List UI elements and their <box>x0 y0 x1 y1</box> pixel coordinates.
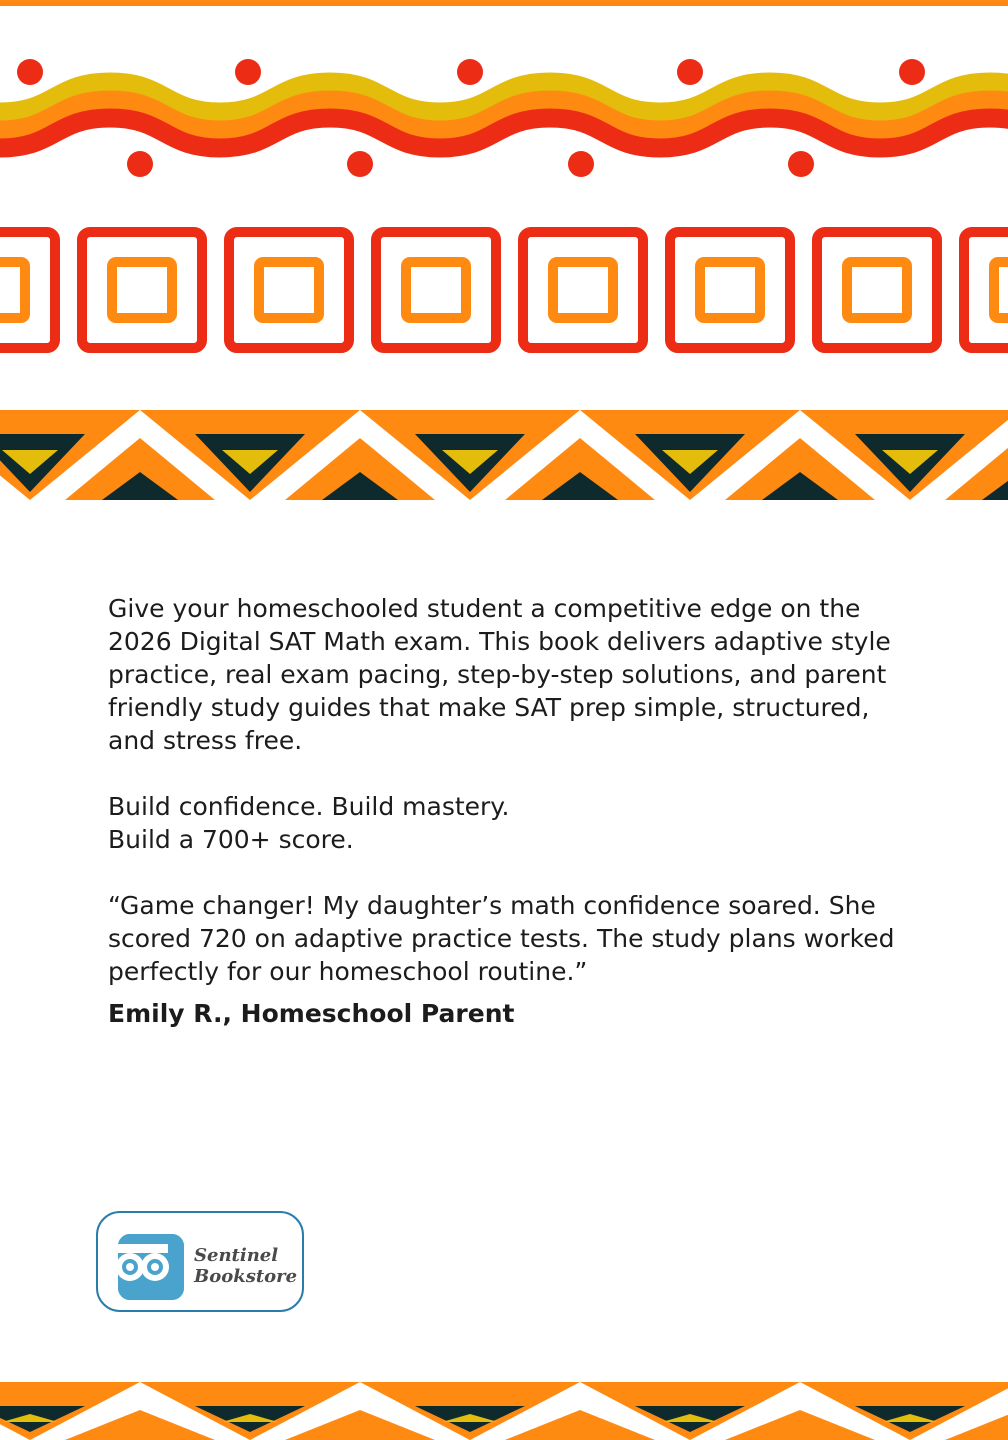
book-description: Give your homeschooled student a competitive edge on the 2026 Digital SAT Math exam. This book delivers adaptive style practice, real exam pacing, step-by-step solutions, and parent friendly study guides that make SAT prep simple, structured, and stress free. <box>108 594 891 755</box>
publisher-name-line-1: Sentinel <box>194 1245 279 1266</box>
testimonial-quote: “Game changer! My daughter’s math confidence soared. She scored 720 on adaptive practice tests. The study plans worked perfectly for our homeschool routine.” <box>108 891 895 986</box>
wave-pattern-band <box>0 50 1008 190</box>
testimonial-author: Emily R., Homeschool Parent <box>108 999 515 1028</box>
owl-eyes-icon <box>118 1234 184 1300</box>
tagline-line-1: Build confidence. Build mastery. <box>108 792 510 821</box>
publisher-logo <box>96 1211 304 1312</box>
publisher-name <box>194 1245 297 1287</box>
publisher-name-line-2: Bookstore <box>194 1266 298 1287</box>
tagline-line-2: Build a 700+ score. <box>108 825 354 854</box>
triangle-pattern-band-top <box>0 410 1008 500</box>
triangle-pattern-band-bottom <box>0 1382 1008 1440</box>
top-border-stripe <box>0 0 1008 8</box>
back-cover-text <box>108 592 908 1030</box>
square-pattern-band <box>0 222 1008 358</box>
